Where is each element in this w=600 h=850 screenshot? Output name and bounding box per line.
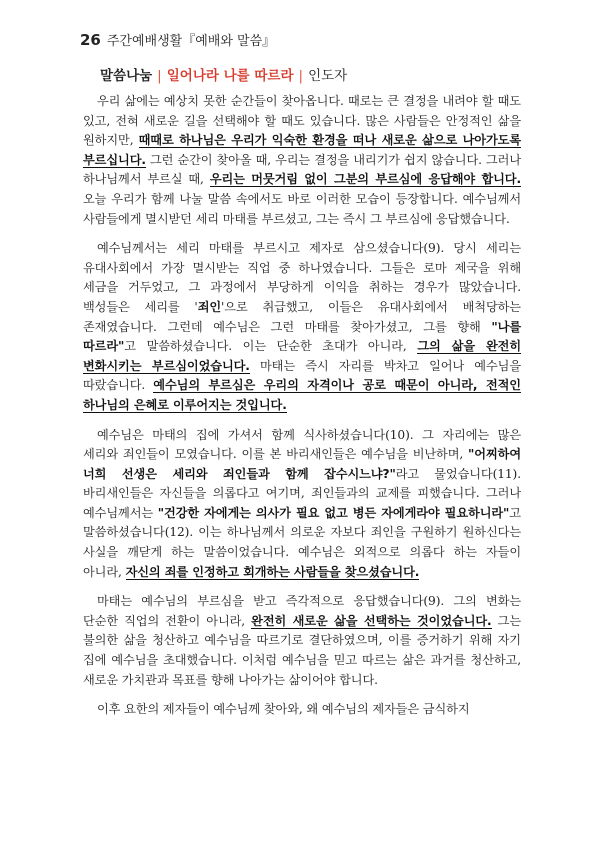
emphasized-sentence: 완전히 새로운 삶을 선택하는 것이었습니다. [251, 613, 492, 628]
paragraph [83, 239, 521, 415]
text-segment: 고 말씀하셨습니다(12). 이는 하나님께서 의로운 자보다 죄인을 구원하기 원하신다는 사실을 깨닫게 하는 말씀이었습니다. 예수님은 외적으로 의롭다 하는 자들이 아니라, [83, 505, 521, 579]
title-separator: | [157, 68, 162, 84]
section-title [100, 64, 347, 84]
quoted-phrase: "건강한 자에게는 의사가 필요 없고 병든 자에게라야 필요하니라" [157, 505, 510, 520]
section-author: 인도자 [308, 68, 348, 84]
emphasized-sentence: 우리는 머뭇거림 없이 그분의 부르심에 응답해야 합니다. [209, 172, 521, 187]
emphasized-sentence: 그의 삶을 완전히 변화시키는 부르심이었습니다. [83, 339, 522, 373]
body-text [83, 92, 521, 720]
text-segment: 고 말씀하셨습니다. 이는 단순한 초대가 아니라, [124, 339, 418, 354]
running-header [80, 30, 275, 49]
paragraph [83, 92, 521, 229]
quoted-phrase: "나를 따르라" [83, 319, 521, 354]
text-segment: 오늘 우리가 함께 나눌 말씀 속에서도 바로 이러한 모습이 등장합니다. 예수님께서 사람들에게 멸시받던 세리 마태를 부르셨고, 그는 즉시 그 부르심에 응답했습니다. [83, 191, 521, 226]
text-segment: 마태는 즉시 자리를 박차고 일어나 예수님을 따랐습니다. [83, 358, 521, 393]
text-segment: 그런 순간이 찾아올 때, 우리는 결정을 내리기가 쉽지 않습니다. 그러나 하나님께서 부르실 때, [83, 152, 521, 187]
text-segment: 우리 삶에는 예상치 못한 순간들이 찾아옵니다. 때로는 큰 결정을 내려야 할 때도 있고, 전혀 새로운 길을 선택해야 할 때도 있습니다. 많은 사람들은 안정적인 삶을 원하지만, [83, 94, 521, 148]
text-segment: 마태는 예수님의 부르심을 받고 즉각적으로 응답했습니다(9). 그의 변화는 단순한 직업의 전환이 아니라, [83, 594, 521, 628]
quoted-phrase: 죄인 [197, 299, 222, 314]
emphasized-sentence: 자신의 죄를 인정하고 회개하는 사람들을 찾으셨습니다. [125, 564, 420, 579]
paragraph [83, 592, 521, 690]
page-number: 26 [80, 31, 101, 49]
text-segment: '으로 취급했고, 이들은 유대사회에서 배척당하는 존재였습니다. 그런데 예수님은 그런 마태를 찾아가셨고, 그를 향해 [83, 299, 521, 334]
paragraph [83, 426, 521, 583]
text-segment: 이후 요한의 제자들이 예수님께 찾아와, 왜 예수님의 제자들은 금식하지 [97, 702, 470, 717]
section-category: 말씀나눔 [100, 68, 153, 84]
emphasized-sentence: 예수님의 부르심은 우리의 자격이나 공로 때문이 아니라, 전적인 하나님의 은혜로 이루어지는 것입니다. [83, 378, 521, 412]
title-separator: | [298, 68, 304, 84]
book-title: 주간예배생활『예배와 말씀』 [106, 34, 276, 49]
text-segment: 그는 불의한 삶을 청산하고 예수님을 따르기로 결단하였으며, 이를 증거하기 위해 자기 집에 예수님을 초대했습니다. 이처럼 예수님을 믿고 따르는 삶은 과거를 청산하고, 새로운 가치관과 목표를 향해 나아가는 삶이어야 합니다. [83, 613, 521, 687]
text-segment: 예수님께서는 세리 마태를 부르시고 제자로 삼으셨습니다(9). 당시 세리는 유대사회에서 가장 멸시받는 직업 중 하나였습니다. 그들은 로마 제국을 위해 세금을 거두었고, 그 과정에서 부당하게 이익을 취하는 경우가 많았습니다. 백성들은 세리를 ' [83, 241, 521, 314]
text-segment: 라고 물었습니다(11). 바리새인들은 자신들을 의롭다고 여기며, 죄인들과의 교제를 피했습니다. 그러나 예수님께서는 [83, 466, 521, 520]
paragraph [83, 700, 521, 720]
text-segment: 예수님은 마태의 집에 가셔서 함께 식사하셨습니다(10). 그 자리에는 많은 세리와 죄인들이 모였습니다. 이를 본 바리새인들은 예수님을 비난하며, [83, 427, 521, 462]
quoted-phrase: "어찌하여 너희 선생은 세리와 죄인들과 함께 잡수시느냐?" [83, 447, 521, 481]
sermon-title: 일어나라 나를 따르라 [166, 68, 294, 84]
emphasized-sentence: 때때로 하나님은 우리가 익숙한 환경을 떠나 새로운 삶으로 나아가도록 부르십니다. [83, 133, 521, 167]
